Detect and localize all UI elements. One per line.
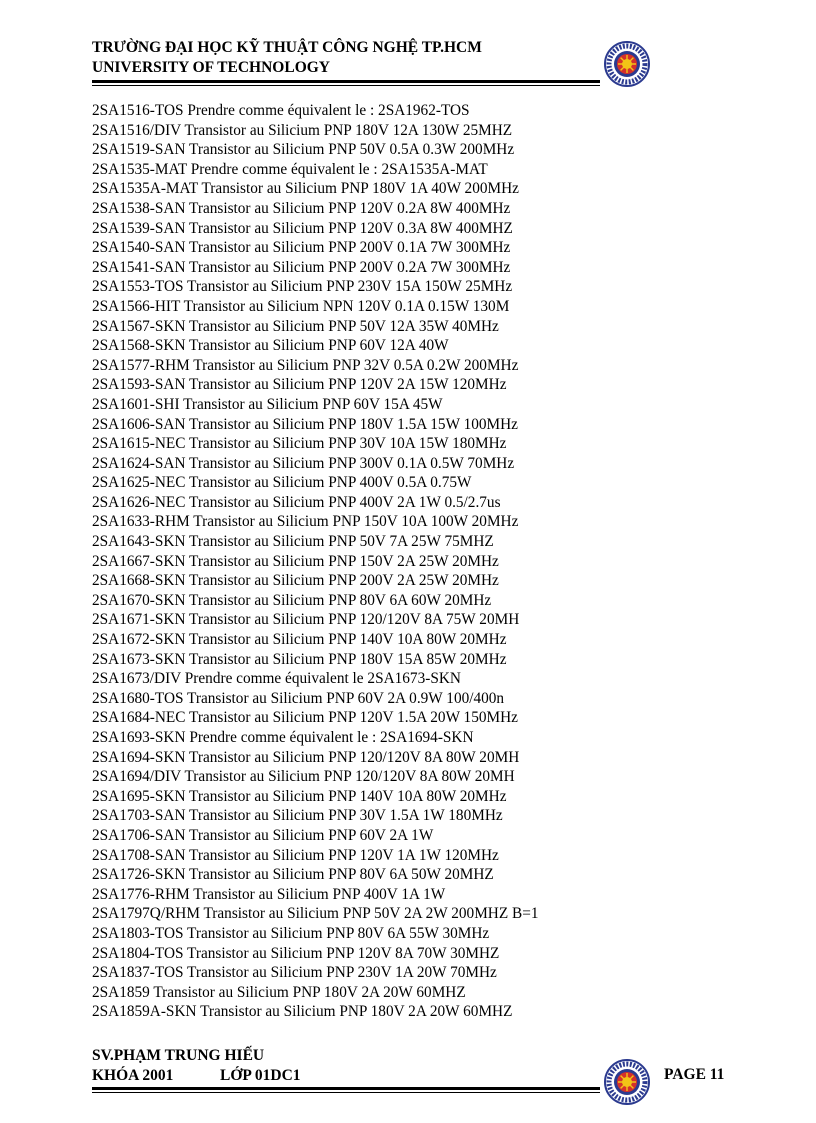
list-item: 2SA1859A-SKN Transistor au Silicium PNP 180V 2A 20W 60MHZ xyxy=(92,1003,513,1021)
list-item: 2SA1633-RHM Transistor au Silicium PNP 150V 10A 100W 20MHz xyxy=(92,513,519,531)
list-item: 2SA1803-TOS Transistor au Silicium PNP 80V 6A 55W 30MHz xyxy=(92,924,490,942)
list-item: 2SA1776-RHM Transistor au Silicium PNP 400V 1A 1W xyxy=(92,885,446,903)
list-item: 2SA1535-MAT Prendre comme équivalent le : 2SA1535A-MAT xyxy=(92,160,488,178)
list-item: 2SA1624-SAN Transistor au Silicium PNP 300V 0.1A 0.5W 70MHz xyxy=(92,454,515,472)
list-item: 2SA1643-SKN Transistor au Silicium PNP 50V 7A 25W 75MHZ xyxy=(92,533,494,551)
list-item: 2SA1606-SAN Transistor au Silicium PNP 180V 1.5A 15W 100MHz xyxy=(92,415,518,433)
page-header xyxy=(92,38,612,78)
class-code: LỚP 01DC1 xyxy=(220,1067,301,1084)
list-item: 2SA1797Q/RHM Transistor au Silicium PNP 50V 2A 2W 200MHZ B=1 xyxy=(92,905,539,923)
list-item: 2SA1703-SAN Transistor au Silicium PNP 30V 1.5A 1W 180MHz xyxy=(92,807,503,825)
university-name-vi: TRƯỜNG ĐẠI HỌC KỸ THUẬT CÔNG NGHỆ TP.HCM xyxy=(92,39,482,56)
list-item: 2SA1694-SKN Transistor au Silicium PNP 120/120V 8A 80W 20MH xyxy=(92,748,520,766)
list-item: 2SA1706-SAN Transistor au Silicium PNP 60V 2A 1W xyxy=(92,826,434,844)
footer-divider xyxy=(92,1087,600,1093)
list-item: 2SA1615-NEC Transistor au Silicium PNP 30V 10A 15W 180MHz xyxy=(92,435,507,453)
list-item: 2SA1516/DIV Transistor au Silicium PNP 180V 12A 130W 25MHZ xyxy=(92,121,513,139)
list-item: 2SA1671-SKN Transistor au Silicium PNP 120/120V 8A 75W 20MH xyxy=(92,611,520,629)
list-item: 2SA1695-SKN Transistor au Silicium PNP 140V 10A 80W 20MHz xyxy=(92,787,507,805)
university-name-en: UNIVERSITY OF TECHNOLOGY xyxy=(92,59,330,76)
list-item: 2SA1566-HIT Transistor au Silicium NPN 120V 0.1A 0.15W 130M xyxy=(92,297,510,315)
list-item: 2SA1519-SAN Transistor au Silicium PNP 50V 0.5A 0.3W 200MHz xyxy=(92,141,515,159)
university-seal-icon xyxy=(604,41,650,87)
list-item: 2SA1668-SKN Transistor au Silicium PNP 200V 2A 25W 20MHz xyxy=(92,572,499,590)
list-item: 2SA1672-SKN Transistor au Silicium PNP 140V 10A 80W 20MHz xyxy=(92,631,507,649)
list-item: 2SA1541-SAN Transistor au Silicium PNP 200V 0.2A 7W 300MHz xyxy=(92,258,511,276)
list-item: 2SA1684-NEC Transistor au Silicium PNP 120V 1.5A 20W 150MHz xyxy=(92,709,518,727)
class-info xyxy=(92,1066,301,1086)
list-item: 2SA1568-SKN Transistor au Silicium PNP 60V 12A 40W xyxy=(92,337,449,355)
header-divider xyxy=(92,80,600,86)
list-item: 2SA1667-SKN Transistor au Silicium PNP 150V 2A 25W 20MHz xyxy=(92,552,499,570)
list-item: 2SA1804-TOS Transistor au Silicium PNP 120V 8A 70W 30MHZ xyxy=(92,944,500,962)
list-item: 2SA1540-SAN Transistor au Silicium PNP 200V 0.1A 7W 300MHz xyxy=(92,239,511,257)
list-item: 2SA1567-SKN Transistor au Silicium PNP 50V 12A 35W 40MHz xyxy=(92,317,499,335)
list-item: 2SA1553-TOS Transistor au Silicium PNP 230V 15A 150W 25MHz xyxy=(92,278,513,296)
list-item: 2SA1680-TOS Transistor au Silicium PNP 60V 2A 0.9W 100/400n xyxy=(92,689,505,707)
list-item: 2SA1535A-MAT Transistor au Silicium PNP 180V 1A 40W 200MHz xyxy=(92,180,519,198)
list-item: 2SA1577-RHM Transistor au Silicium PNP 32V 0.5A 0.2W 200MHz xyxy=(92,356,519,374)
list-item: 2SA1673/DIV Prendre comme équivalent le 2SA1673-SKN xyxy=(92,670,461,688)
course-year: KHÓA 2001 xyxy=(92,1067,174,1084)
list-item: 2SA1601-SHI Transistor au Silicium PNP 60V 15A 45W xyxy=(92,395,443,413)
university-seal-icon xyxy=(604,1059,650,1105)
list-item: 2SA1538-SAN Transistor au Silicium PNP 120V 0.2A 8W 400MHz xyxy=(92,199,511,217)
page-number: PAGE 11 xyxy=(664,1066,725,1083)
list-item: 2SA1625-NEC Transistor au Silicium PNP 400V 0.5A 0.75W xyxy=(92,474,472,492)
list-item: 2SA1726-SKN Transistor au Silicium PNP 80V 6A 50W 20MHZ xyxy=(92,866,494,884)
list-item: 2SA1673-SKN Transistor au Silicium PNP 180V 15A 85W 20MHz xyxy=(92,650,507,668)
list-item: 2SA1539-SAN Transistor au Silicium PNP 120V 0.3A 8W 400MHZ xyxy=(92,219,513,237)
list-item: 2SA1516-TOS Prendre comme équivalent le : 2SA1962-TOS xyxy=(92,102,470,119)
list-item: 2SA1626-NEC Transistor au Silicium PNP 400V 2A 1W 0.5/2.7us xyxy=(92,493,501,511)
list-item: 2SA1693-SKN Prendre comme équivalent le : 2SA1694-SKN xyxy=(92,729,474,746)
list-item: 2SA1694/DIV Transistor au Silicium PNP 120/120V 8A 80W 20MH xyxy=(92,768,515,786)
page-footer xyxy=(92,1046,301,1086)
transistor-list xyxy=(92,101,692,1022)
list-item: 2SA1708-SAN Transistor au Silicium PNP 120V 1A 1W 120MHz xyxy=(92,846,499,864)
list-item: 2SA1593-SAN Transistor au Silicium PNP 120V 2A 15W 120MHz xyxy=(92,376,507,394)
list-item: 2SA1670-SKN Transistor au Silicium PNP 80V 6A 60W 20MHz xyxy=(92,591,492,609)
list-item: 2SA1859 Transistor au Silicium PNP 180V 2A 20W 60MHZ xyxy=(92,983,466,1001)
author-name: SV.PHẠM TRUNG HIẾU xyxy=(92,1047,265,1064)
list-item: 2SA1837-TOS Transistor au Silicium PNP 230V 1A 20W 70MHz xyxy=(92,964,497,982)
